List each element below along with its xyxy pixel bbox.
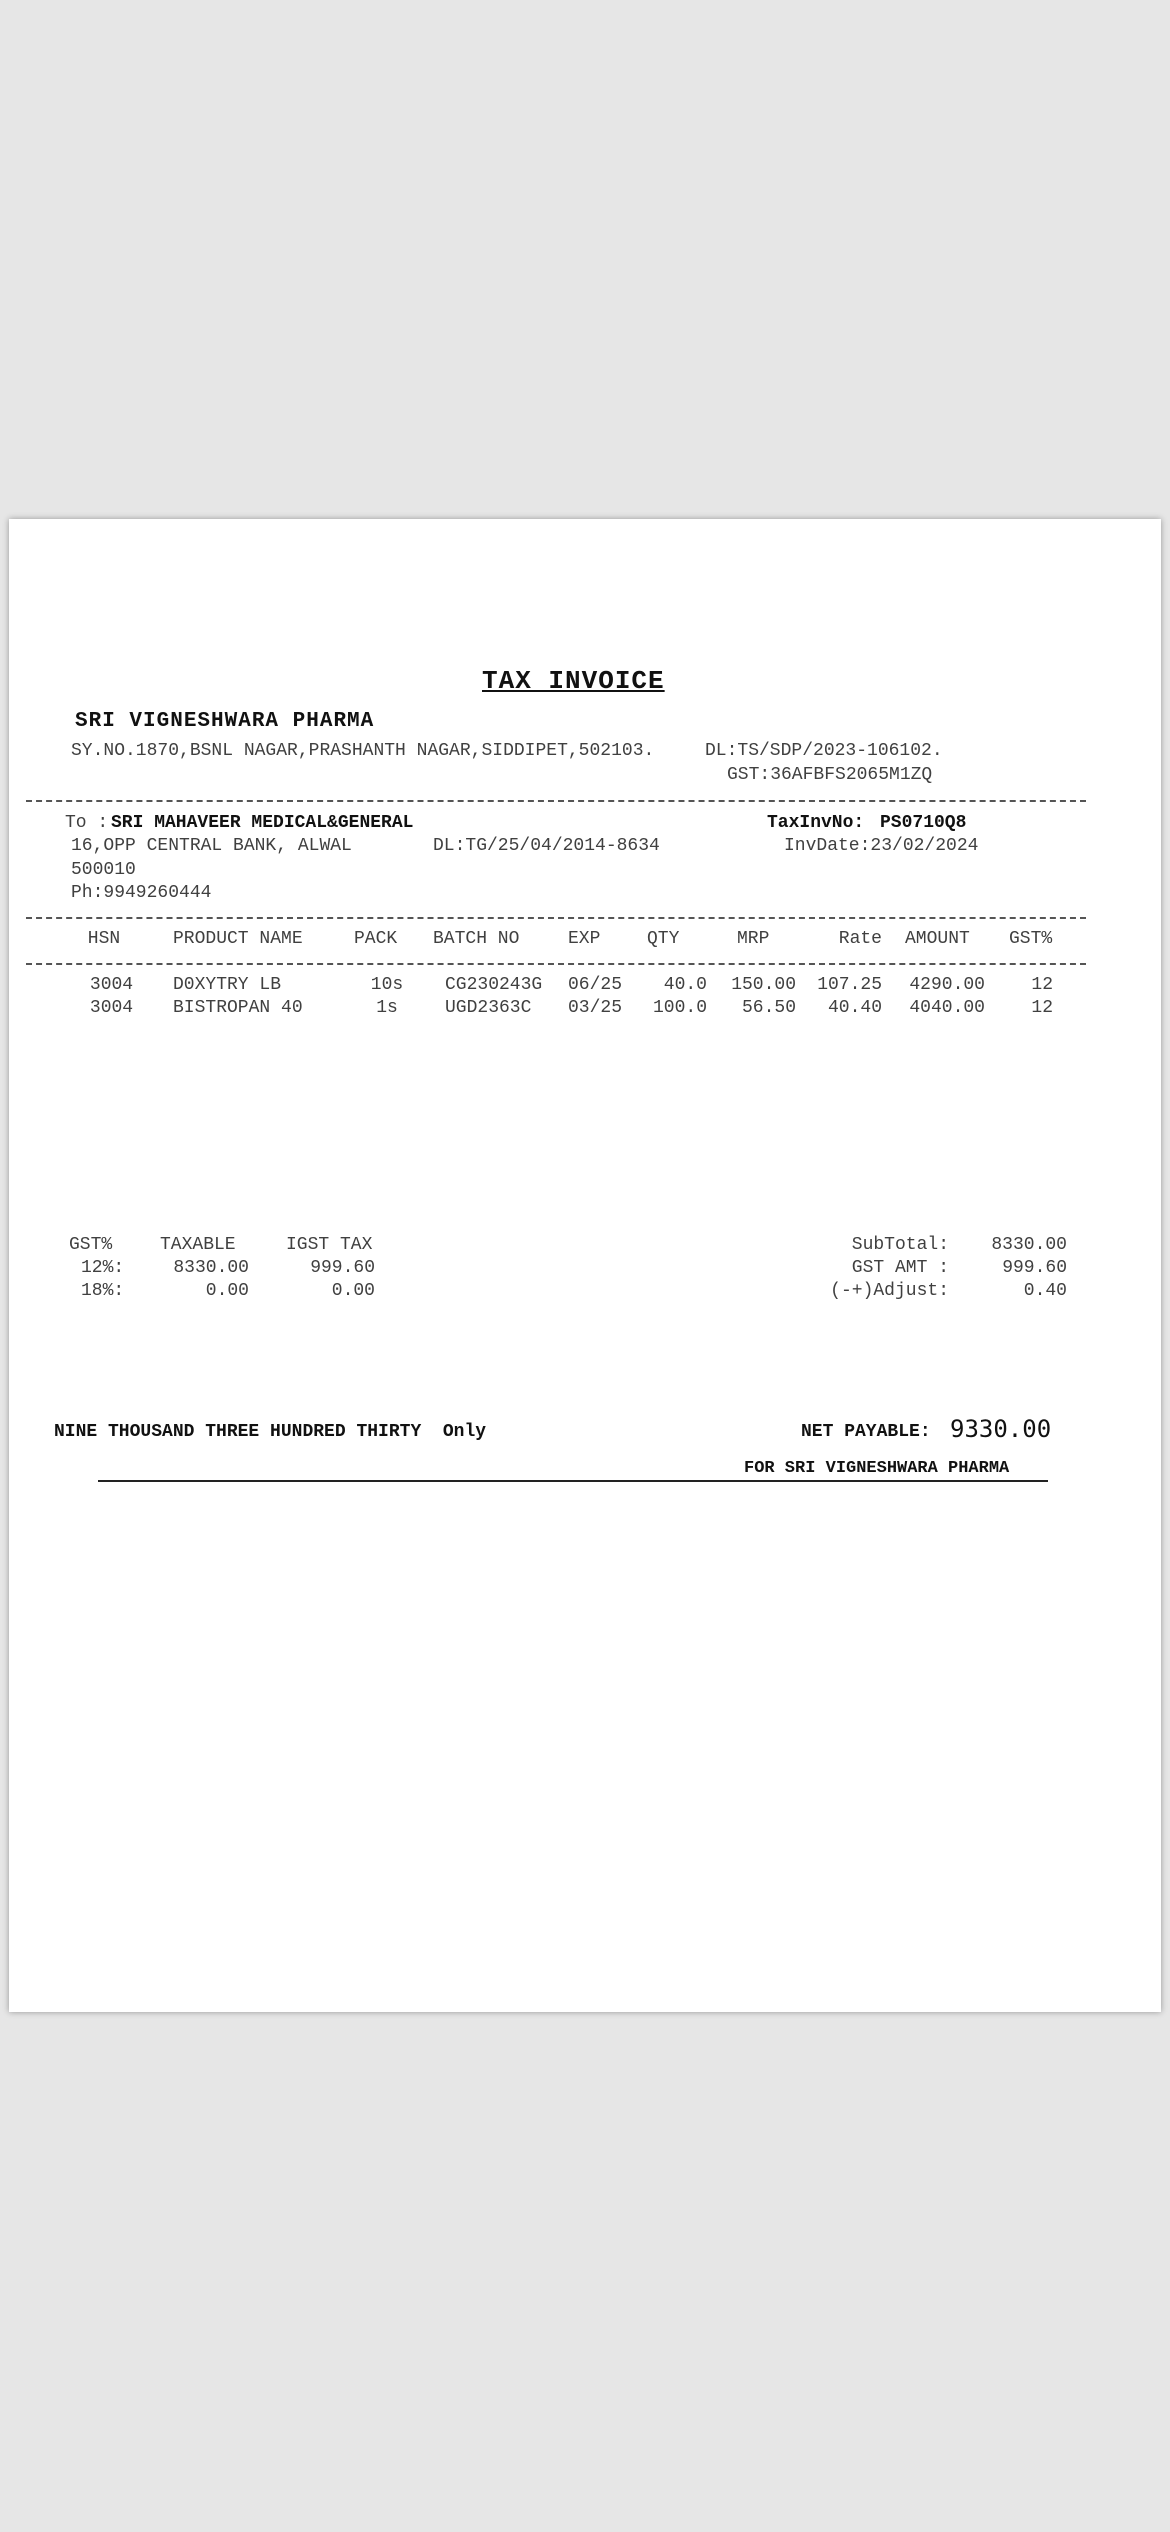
subtotal-value: 8330.00	[991, 1235, 1067, 1255]
item-product: BISTROPAN 40	[173, 998, 303, 1018]
invoice-sheet	[9, 519, 1161, 2012]
inv-date: InvDate:23/02/2024	[784, 836, 979, 856]
item-batch: CG230243G	[445, 975, 543, 995]
divider	[26, 963, 1086, 965]
item-product: D0XYTRY LB	[173, 975, 282, 995]
adjust-label: (-+)Adjust:	[830, 1281, 949, 1301]
buyer-phone: Ph:9949260444	[71, 883, 212, 903]
gst-rate: 12%:	[81, 1258, 125, 1278]
seller-name: SRI VIGNESHWARA PHARMA	[75, 710, 375, 733]
for-firm: FOR SRI VIGNESHWARA PHARMA	[744, 1459, 1010, 1478]
item-pack: 10s	[370, 975, 404, 995]
item-gst: 12	[1031, 998, 1053, 1018]
gst-summary-header: IGST TAX	[286, 1235, 373, 1255]
signature-line	[98, 1480, 1048, 1482]
item-exp: 06/25	[568, 975, 623, 995]
amount-in-words: NINE THOUSAND THREE HUNDRED THIRTY Only	[54, 1422, 487, 1442]
item-rate: 107.25	[817, 975, 882, 995]
invoice-title: TAX INVOICE	[482, 666, 665, 696]
tax-inv-no: PS0710Q8	[880, 813, 967, 833]
col-hsn: HSN	[87, 929, 121, 949]
item-amount: 4040.00	[909, 998, 985, 1018]
seller-address: SY.NO.1870,BSNL NAGAR,PRASHANTH NAGAR,SIDDIPET,502103.	[71, 741, 655, 761]
item-mrp: 150.00	[731, 975, 796, 995]
item-pack: 1s	[376, 998, 398, 1018]
net-payable-label: NET PAYABLE:	[801, 1422, 931, 1442]
item-qty: 40.0	[663, 975, 707, 995]
col-mrp: MRP	[737, 929, 770, 949]
gst-tax: 0.00	[331, 1281, 375, 1301]
item-hsn: 3004	[89, 975, 134, 995]
gst-taxable: 0.00	[205, 1281, 249, 1301]
item-exp: 03/25	[568, 998, 623, 1018]
gst-amt-value: 999.60	[1002, 1258, 1067, 1278]
adjust-value: 0.40	[1023, 1281, 1067, 1301]
gst-amt-label: GST AMT :	[851, 1258, 949, 1278]
gst-rate: 18%:	[81, 1281, 125, 1301]
col-amount: AMOUNT	[905, 929, 970, 949]
col-exp: EXP	[568, 929, 601, 949]
col-batch-no: BATCH NO	[433, 929, 520, 949]
col-gst-pct: GST%	[1009, 929, 1053, 949]
to-label: To :	[65, 813, 109, 833]
col-qty: QTY	[647, 929, 680, 949]
item-mrp: 56.50	[741, 998, 796, 1018]
col-pack: PACK	[354, 929, 398, 949]
divider	[26, 800, 1086, 802]
gst-taxable: 8330.00	[173, 1258, 249, 1278]
item-amount: 4290.00	[909, 975, 985, 995]
gst-summary-header: GST%	[69, 1235, 113, 1255]
item-qty: 100.0	[652, 998, 707, 1018]
seller-gst: GST:36AFBFS2065M1ZQ	[727, 765, 933, 785]
col-rate: Rate	[838, 929, 882, 949]
buyer-address: 16,OPP CENTRAL BANK, ALWAL	[71, 836, 352, 856]
buyer-name: SRI MAHAVEER MEDICAL&GENERAL	[111, 813, 414, 833]
seller-dl: DL:TS/SDP/2023-106102.	[705, 741, 943, 761]
col-product-name: PRODUCT NAME	[173, 929, 303, 949]
buyer-pincode: 500010	[71, 860, 136, 880]
item-batch: UGD2363C	[445, 998, 532, 1018]
item-hsn: 3004	[89, 998, 134, 1018]
net-payable-value: 9330.00	[950, 1415, 1052, 1443]
tax-inv-label: TaxInvNo:	[767, 813, 865, 833]
gst-summary-header: TAXABLE	[160, 1235, 236, 1255]
item-rate: 40.40	[827, 998, 882, 1018]
divider	[26, 917, 1086, 919]
item-gst: 12	[1031, 975, 1053, 995]
subtotal-label: SubTotal:	[851, 1235, 949, 1255]
gst-tax: 999.60	[310, 1258, 375, 1278]
buyer-dl: DL:TG/25/04/2014-8634	[433, 836, 660, 856]
